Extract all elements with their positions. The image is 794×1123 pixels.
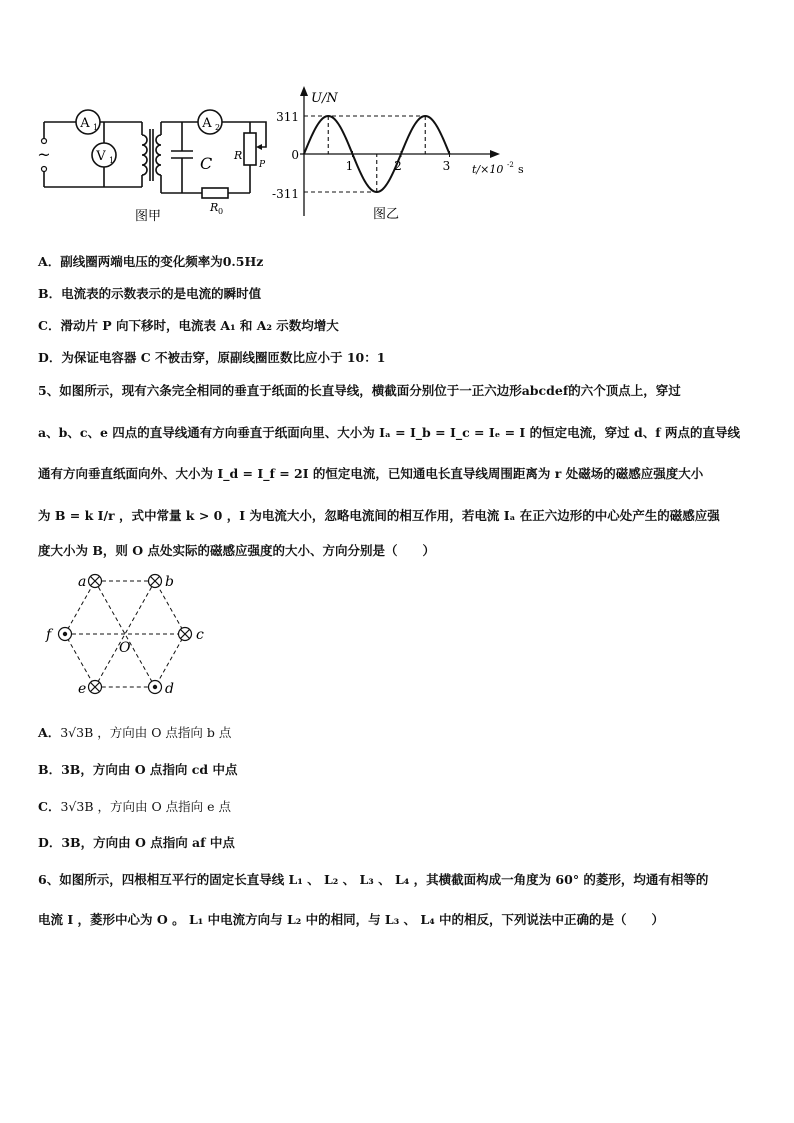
ammeter-2-label: A: [202, 116, 212, 131]
origin-label: 0: [291, 148, 299, 162]
y-axis-label: U/N: [311, 91, 338, 106]
slider-label: P: [259, 160, 266, 170]
q5-stem-line-2: a、b、c、e 四点的直导线通有方向垂直于纸面向里、大小为 Iₐ = I_b = I_c = Iₑ = I 的恒定电流，穿过 d、f 两点的直导线: [38, 425, 740, 440]
svg-text:c: c: [196, 627, 204, 643]
x-tick-label: 3: [442, 159, 451, 173]
x-tick-label: 1: [345, 159, 354, 173]
ac-source-symbol: ~: [37, 145, 51, 164]
q5-stem-line-5: 度大小为 B，则 O 点处实际的磁感应强度的大小、方向分别是（ ）: [38, 543, 436, 558]
q5-option-a: A．3√3B ，方向由 O 点指向 b 点: [38, 725, 232, 740]
q5-stem-line-4: 为 B = k I/r ，式中常量 k > 0 ，I 为电流大小，忽略电流间的相互作用，若电流 Iₐ 在正六边形的中心处产生的磁感应强: [38, 508, 720, 523]
wire-a-into-page: [89, 575, 102, 588]
voltmeter-1-label: V: [96, 149, 106, 164]
ammeter-1-label: A: [80, 116, 90, 131]
q5-option-d: D．3B，方向由 O 点指向 af 中点: [38, 835, 235, 850]
figure-caption-yi: 图乙: [372, 207, 400, 222]
y-min-label: -311: [272, 187, 299, 201]
voltage-time-graph: [270, 82, 540, 224]
svg-text:2: 2: [215, 123, 221, 132]
svg-text:b: b: [165, 574, 174, 590]
svg-text:a: a: [78, 574, 87, 590]
q4-option-a: A．副线圈两端电压的变化频率为0.5Hz: [38, 254, 264, 269]
wire-d-out-of-page: [149, 681, 162, 694]
q5-stem-line-1: 5、如图所示，现有六条完全相同的垂直于纸面的长直导线，横截面分别位于一正六边形abcdef的六个顶点上，穿过: [38, 383, 681, 398]
svg-text:d: d: [165, 681, 174, 697]
wire-e-into-page: [89, 681, 102, 694]
q5-option-c: C．3√3B ，方向由 O 点指向 e 点: [38, 799, 232, 814]
x-axis-label: t/×10: [472, 163, 504, 176]
svg-text:e: e: [78, 681, 87, 697]
resistor-label: R: [234, 149, 243, 162]
x-tick-label: 2: [394, 159, 402, 173]
svg-text:1: 1: [109, 156, 115, 165]
svg-text:1: 1: [93, 123, 99, 132]
q4-option-b: B．电流表的示数表示的是电流的瞬时值: [38, 286, 262, 301]
q4-option-c: C．滑动片 P 向下移时，电流表 A₁ 和 A₂ 示数均增大: [38, 318, 339, 333]
figure-caption-jia: 图甲: [134, 209, 162, 224]
wire-b-into-page: [149, 575, 162, 588]
circuit-diagram: [30, 85, 285, 225]
svg-text:0: 0: [218, 207, 224, 216]
svg-text:-2: -2: [507, 161, 514, 169]
svg-text:O: O: [119, 640, 131, 656]
wire-f-out-of-page: [59, 628, 72, 641]
y-max-label: 311: [276, 110, 299, 124]
q4-option-d: D．为保证电容器 C 不被击穿，原副线圈匝数比应小于 10：1: [38, 350, 386, 365]
q6-stem-line-2: 电流 I ，菱形中心为 O 。 L₁ 中电流方向与 L₂ 中的相同，与 L₃ 、 L₄ 中的相反，下列说法中正确的是（ ）: [38, 912, 665, 927]
q6-stem-line-1: 6、如图所示，四根相互平行的固定长直导线 L₁ 、 L₂ 、 L₃ 、 L₄ ，其横截面构成一角度为 60° 的菱形，均通有相等的: [38, 872, 709, 887]
q5-option-b: B．3B，方向由 O 点指向 cd 中点: [38, 762, 238, 777]
q5-stem-line-3: 通有方向垂直纸面向外、大小为 I_d = I_f = 2I 的恒定电流，已知通电长直导线周围距离为 r 处磁场的磁感应强度大小: [38, 466, 704, 481]
wire-c-into-page: [179, 628, 192, 641]
svg-text:s: s: [518, 163, 524, 176]
svg-text:f: f: [46, 627, 52, 643]
hexagon-diagram: [40, 566, 220, 702]
r0-label: R: [210, 201, 219, 214]
capacitor-label: C: [200, 154, 213, 173]
